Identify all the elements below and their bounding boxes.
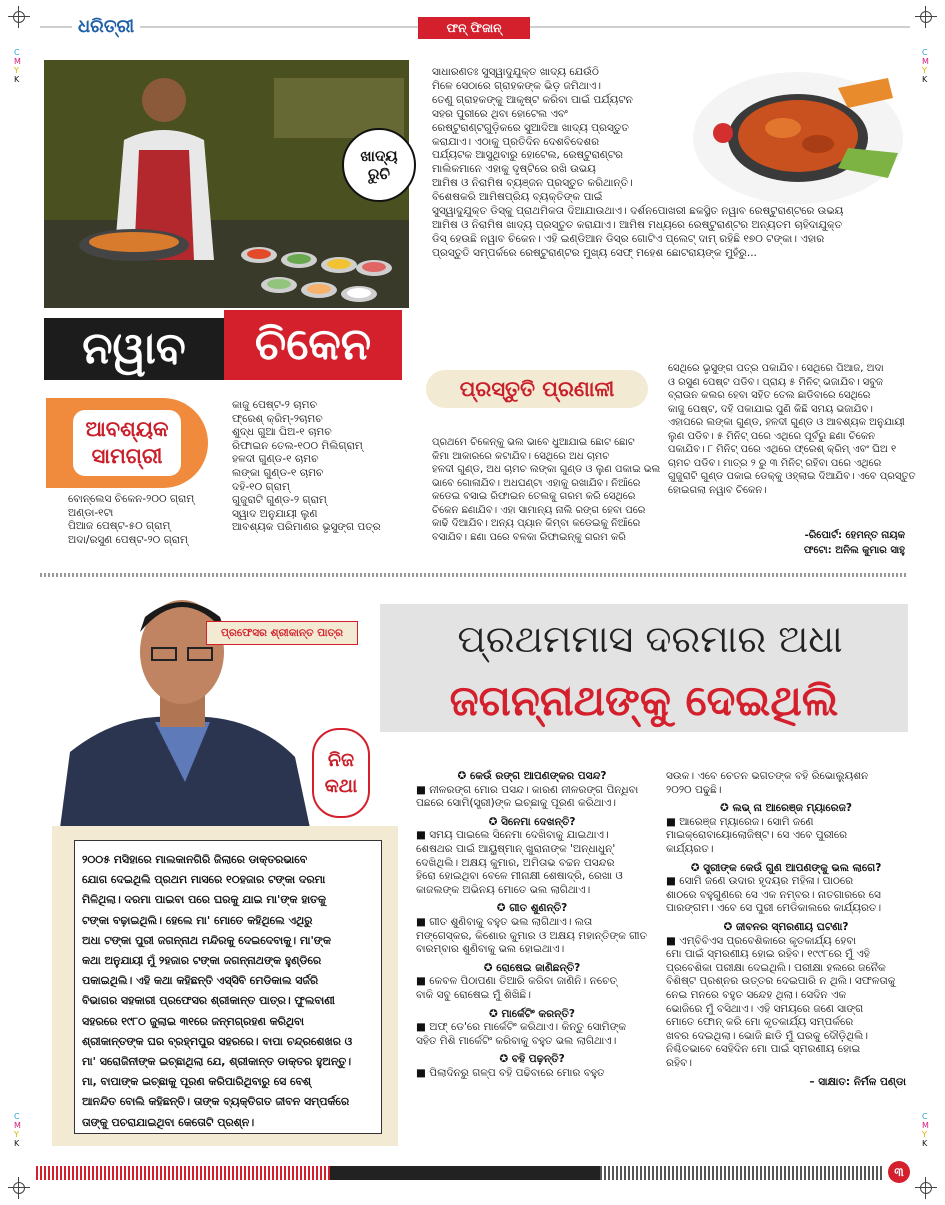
answer: ■ କେବଳ ପିଠାପଣା ତିଆରି କରିବା ଜାଣିନି। ନଚେତ୍ ବାକି ସବୁ ରୋଷେଇ ମୁଁ ଶିଖିଛି। <box>416 975 618 1001</box>
footer-black-band <box>330 1166 600 1180</box>
interviewer-credit: – ସାକ୍ଷାତ: ନିର୍ମଳ ପଣ୍ଡା <box>809 1076 906 1089</box>
answer: ■ ଆରେଞ୍ଜ ମ୍ୟାରେଜ। ସୋମି ଜଣେ ମାଇକ୍ରୋବାୟୋଲୋଜିଷ୍ଟ। ସେ ଏବେ ପୁରୀରେ କାର୍ଯ୍ୟରତ। <box>666 815 848 855</box>
method-text-col1: ପ୍ରଥମେ ଚିକେନ୍‌କୁ ଭଲ ଭାବେ ଧୁଆଯାଇ ଛୋଟ ଛୋଟ କିମା ଆକାରରେ କଟାଯିବ। ସେଥିରେ ଅଧ ଚାମଚ ହଳଦୀ ଗୁଣ୍ଡ, ଅଧ ଚାମଚ ଲଙ୍କା ଗୁଣ୍ଡ ଓ ଲୁଣ ପକାଇ ଭଲ ଭାବେ ଗୋଳାଯିବ। ଅଧଘଣ୍ଟା ଏହାକୁ ରଖାଯିବ। ନିଆଁରେ କଡେଇ ବସାଇ ରିଫାଇନ ତେଲକୁ ଗରମ କରି ସେଥିରେ ଚିକେନ ଛଣାଯିବ। ଏହା ସାମାନ୍ୟ ନାଲି ରଙ୍ଗ ହେବା ପରେ କାଢି ଦିଆଯିବ। ଅନ୍ୟ ପ୍ୟାନ କିମ୍ବା କଡେଇକୁ ନିଆଁରେ ବସାଯିବ। ଛଣା ପରେ ବଳକା ରିଫାଇନ୍‌କୁ ଗରମ କରି <box>432 437 661 543</box>
page-header <box>40 16 910 40</box>
qa-column-left <box>416 770 648 1080</box>
reporter-credit: -ରିପୋର୍ଟ: ହେମନ୍ତ ନାୟକ <box>804 530 905 541</box>
registration-mark <box>8 1177 30 1199</box>
ingredients-list-left: ବୋନ୍‌ଲେସ ଚିକେନ-୨୦୦ ଗ୍ରାମ୍ ଅଣ୍ଡା-୧ଟା ପିଆଜ ପେଷ୍ଟ-୫୦ ଗ୍ରାମ୍ ଅଦା/ରସୁଣ ପେଷ୍ଟ-୨୦ ଗ୍ରାମ୍ <box>68 493 195 546</box>
newspaper-logo: ଧରିତ୍ରୀ <box>72 16 140 38</box>
question: ✪ ମାର୍କେଟିଂ କରନ୍ତି? <box>489 1007 575 1020</box>
intro-box <box>52 826 398 1146</box>
method-title-shape <box>426 370 648 408</box>
footer-grey-stripe <box>600 1166 882 1180</box>
cmyk-marks: C M Y K <box>922 1112 929 1148</box>
section-tag: ଫନ୍ ଫିଜାନ୍ <box>418 17 530 39</box>
food-badge: ଖାଦ୍ୟ ରୁଚି <box>342 128 416 202</box>
food-intro: ସାଧାରଣତଃ ସୁସ୍ୱାଦୁଯୁକ୍ତ ଖାଦ୍ୟ ଯେଉଁଠି ମିଳେ ସେଠାରେ ଗ୍ରାହକଙ୍କ ଭିଡ଼ ଜମିଥାଏ। ତେଣୁ ଗ୍ରାହକଙ୍କୁ ଆକୃଷ୍ଟ କରିବା ପାଇଁ ପର୍ଯ୍ୟଟନ ସହର ପୁରୀରେ ଥିବା ହୋଟେଲ ଏବଂ ରେଷ୍ଟୁରାଣ୍ଟଗୁଡ଼ିକରେ ସୁଆଦିଆ ଖାଦ୍ୟ ପ୍ରସ୍ତୁତ କରାଯାଏ। ଏଠାକୁ ପ୍ରତିଦିନ ଦେଶବିଦେଶର ପର୍ଯ୍ୟଟକ ଆସୁଥିବାରୁ ହୋଟେଲ, ରେଷ୍ଟୁରାଣ୍ଟର ମାଲିକମାନେ ଏହାକୁ ଦୃଷ୍ଟିରେ ରଖି ଉଭୟ ଆମିଷ ଓ ନିରାମିଷ ବ୍ୟଞ୍ଜନ ପ୍ରସ୍ତୁତ କରିଥାନ୍ତି। ବିଶେଷକରି ଆମିଷପ୍ରିୟ ବ୍ୟକ୍ତିଙ୍କ ପାଇଁ ସୁସ୍ୱାଦୁଯୁକ୍ତ ଡିସ୍‌କୁ ପ୍ରାଥମିକତା ଦିଆଯାଉଥାଏ। ଦର୍ଶନପୋଖରୀ ଛକସ୍ଥିତ ନୱାବ ରେଷ୍ଟୁରାଣ୍ଟରେ ଉଭୟ ଆମିଷ ଓ ନିରାମିଷ ଖାଦ୍ୟ ପ୍ରସ୍ତୁତ କରାଯାଏ। ଆମିଷ ମଧ୍ୟରେ ରେଷ୍ଟୁରାଣ୍ଟର ଅନ୍ୟତମ ଚାହିଦାଯୁକ୍ତ ଡିସ୍ ହେଉଛି ନୱାବ ଚିକେନ। ଏହି ଇଣ୍ଡିଆନ ଡିସ୍‌ର ଗୋଟିଏ ପ୍ଲେଟ୍ ଦାମ୍ ରହିଛି ୧୭୦ ଟଙ୍କା। ଏହାର ପ୍ରସ୍ତୁତି ସମ୍ପର୍କରେ ରେଷ୍ଟୁରାଣ୍ଟର ମୁଖ୍ୟ ସେଫ୍ ମହେଶ ଛୋଟରାୟଙ୍କ ମୁହଁରୁ... <box>432 66 844 259</box>
answer: ■ ନୀଳରଙ୍ଗ ମୋର ପସନ୍ଦ। କାରଣ ନୀଳରଙ୍ଗ ପିନ୍ଧିବା ପଛରେ ସୋମି(ସ୍ତ୍ରୀ)ଙ୍କ ଇଚ୍ଛାକୁ ପୂରଣ କରିଥାଏ। <box>416 783 639 810</box>
answer: ■ ପିଲାଦିନରୁ ଗଳ୍ପ ବହି ପଢିବାରେ ମୋର ବହୁତ <box>416 1066 605 1079</box>
question: ✪ ରୋଷେଇ ଜାଣିଛନ୍ତି? <box>483 961 581 974</box>
dish-title-part2: ଚିକେନ <box>224 310 402 380</box>
registration-mark <box>915 1177 937 1199</box>
method-text-col2: ସେଥିରେ ଭୃସୁଙ୍ଗ ପତ୍ର ପକାଯିବ। ସେଥିରେ ପିଆଜ, ଅଦା ଓ ରସୁଣ ପେଷ୍ଟ ପଡିବ। ପ୍ରାୟ ୫ ମିନିଟ୍ ଭଜାଯିବ। ସବୁଜ ବ୍ରାଉନ କଲର ହେବା ସହିତ ତେଲ ଛାଡିବାରେ ସେଥିରେ କାଜୁ ପେଷ୍ଟ, ଦହି ପକାଯାଇ ପୁଣି କିଛି ସମୟ ଭଜାଯିବ। ଏହାପରେ ଲଙ୍କା ଗୁଣ୍ଡ, ହଳଦୀ ଗୁଣ୍ଡ ଓ ଆବଶ୍ୟକ ଅନୁଯାୟୀ ଲୁଣ ପଡିବ। ୫ ମିନିଟ୍ ପରେ ଏଥିରେ ପୂର୍ବରୁ ଛଣା ଚିକେନ ପକାଯିବ। ୮ ମିନିଟ୍ ପରେ ଏଥିରେ ଫ୍ରେଶ୍ କ୍ରିମ୍ ଏବଂ ଘିଅ ୧ ଚାମଚ ପଡିବ। ମାତ୍ର ୨ ରୁ ୩ ମିନିଟ୍ ରହିବା ପରେ ଏଥିରେ ଗୁଜୁରାଟି ଗୁଣ୍ଡ ପକାଇ ଡେକ୍‌କୁ ଓହ୍ଲାଇ ଦିଆଯିବ। ଏବେ ପ୍ରସ୍ତୁତ ହୋଇଗଲା ନୱାବ ଚିକେନ। <box>668 363 916 496</box>
question: ✪ ଜୀବନର ସ୍ମରଣୀୟ ଘଟଣା? <box>723 920 849 933</box>
ingredients-list-right: କାଜୁ ପେଷ୍ଟ-୨ ଚାମଚ ଫ୍ରେଶ୍ କ୍ରିମ୍-୨ଚାମଚ ଶୁଦ୍ଧ ଗୁଆ ଘିଅ-୧ ଚାମଚ ରିଫାଇନ ତେଲ-୧୦୦ ମିଲିଗ୍ରାମ୍ ହଳଦୀ ଗୁଣ୍ଡ-୧ ଚାମଚ ଲଙ୍କା ଗୁଣ୍ଡ-୧ ଚାମଚ ଦହି-୧୦ ଗ୍ରାମ୍ ଗୁଜୁରାଟି ଗୁଣ୍ଡ-୨ ଗ୍ରାମ୍ ସ୍ୱାଦ ଅନୁଯାୟୀ ଲୁଣ ଆବଶ୍ୟକ ପରିମାଣର ଭୃସୁଙ୍ଗ ପତ୍ର <box>232 399 381 534</box>
question: ✪ ଗୀତ ଶୁଣନ୍ତି? <box>496 902 568 915</box>
own-story-badge: ନିଜ କଥା <box>312 728 370 818</box>
page-number: ୩ <box>888 1161 910 1183</box>
answer: ■ ସମୟ ପାଇଲେ ସିନେମା ଦେଖିବାକୁ ଯାଇଥାଏ। ଶେଷଥର ପାଇଁ ଆୟୁଷ୍ମାନ୍ ଖୁରାନାଙ୍କ 'ଅନ୍ଧାଧୁନ୍' ଦେଖିଥିଲି। ଅକ୍ଷୟ କୁମାର, ଅମିତାଭ ବଚ୍ଚନ ପସନ୍ଦର ହିରୋ ହୋଇଥିବା ବେଳେ ମୀନାକ୍ଷୀ ଶେଷାଦ୍ରି, ରେଖା ଓ କାଜଲଙ୍କ ଅଭିନୟ ମୋତେ ଭଲ ଲାଗିଥାଏ। <box>416 829 623 896</box>
answer: ■ ଏମ୍‌ବିବିଏସ ପ୍ରବେଶିକାରେ କୃତକାର୍ଯ୍ୟ ହେବା ମୋ ପାଇଁ ସ୍ମରଣୀୟ ହୋଇ ରହିବ। ୧୯୯୮ରେ ମୁଁ ଏହି ପ୍ରବେଶିକା ପରୀକ୍ଷା ଦେଇଥିଲି। ପରୀକ୍ଷା ହଲରେ ଜନୈକ ବିଶିଷ୍ଟ ପ୍ରଶ୍ନର ଉତ୍ତର ଦେଇପାରି ନ ଥିଲି। ସଫଳତାକୁ ନେଇ ମନରେ ବହୁତ ସନ୍ଦେହ ଥିଲା। ସେଦିନ ଏକ ଭୋଜିରେ ମୁଁ ବସିଥାଏ। ଏହି ସମୟରେ ଜଣେ ସାଙ୍ଗ ମୋତେ ଫୋନ୍ କରି ମୋ କୃତକାର୍ଯ୍ୟ ସମ୍ପର୍କରେ ଖବର ଦେଇଥିଲା। ଭୋଜି ଛାଡି ମୁଁ ଘରକୁ ଦୌଡ଼ିଥିଲି। ନିଶ୍ଚିତଭାବେ ସେହିଦିନ ମୋ ପାଇଁ ସ୍ମରଣୀୟ ହୋଇ ରହିବ। <box>666 934 896 1069</box>
professor-illustration <box>60 582 310 828</box>
intro-text: ୨୦୦୫ ମସିହାରେ ମାଲକାନଗିରି ଜିଲାରେ ଡାକ୍ତରଭାବେ ଯୋଗ ଦେଇଥିଲି ପ୍ରଥମ ମାସରେ ୧୦ହଜାର ଟଙ୍କା ଦରମା ମିଳିଥିଲା। ଦରମା ପାଇବା ପରେ ଘରକୁ ଯାଇ ମା'ଙ୍କ ହାତକୁ ଟଙ୍କା ବଢ଼ାଇଥିଲି। ହେଲେ ମା' ମୋତେ କହିଥିଲେ ଏଥିରୁ ଅଧା ଟଙ୍କା ପୁରୀ ଜଗନ୍ନାଥ ମନ୍ଦିରକୁ ଦେଇଦେବାକୁ। ମା'ଙ୍କ କଥା ଅନୁଯାୟୀ ମୁଁ ୨ହଜାର ଟଙ୍କା ଜଗନ୍ନାଥଙ୍କ ହୁଣ୍ଡିରେ ପକାଇଥିଲି। ଏହି କଥା କହିଛନ୍ତି ଏସ୍‌ସିବି ମେଡିକାଲ ସର୍ଜରି ବିଭାଗର ସହକାରୀ ପ୍ରଫେସର ଶ୍ରୀକାନ୍ତ ପାତ୍ର। ଫୁଲବାଣୀ ସହରରେ ୧୯୮୦ ଜୁଲାଇ ୩୧ରେ ଜନ୍ମଗ୍ରହଣ କରିଥିବା ଶ୍ରୀକାନ୍ତଙ୍କ ଘର ବ୍ରହ୍ମପୁର ସହରରେ। ବାପା ଚନ୍ଦ୍ରଶେଖର ଓ ମା' ସରୋଜିନୀଙ୍କ ଇଚ୍ଛାଥିଲା ଯେ, ଶ୍ରୀକାନ୍ତ ଡାକ୍ତର ହୁଅନ୍ତୁ। ମା, ବାପାଙ୍କ ଇଚ୍ଛାକୁ ପୂରଣ କରିପାରିଥିବାରୁ ସେ ବେଶ୍ ଆନନ୍ଦିତ ବୋଲି କହିଛନ୍ତି। ତାଙ୍କ ବ୍ୟକ୍ତିଗତ ଜୀବନ ସମ୍ପର୍କରେ ତାଙ୍କୁ ପଚରାଯାଇଥିବା କେତୋଟି ପ୍ରଶ୍ନ। <box>82 853 353 1129</box>
answer: ■ ଅଫ୍ ଡେ'ରେ ମାର୍କେଟିଂ କରିଥାଏ। କିନ୍ତୁ ସୋମିଙ୍କ ସହିତ ମିଶି ମାର୍କେଟିଂ କରିବାକୁ ବହୁତ ଭଲ ଲାଗିଥାଏ। <box>416 1021 627 1047</box>
cmyk-marks: C M Y K <box>14 48 21 84</box>
answer: ■ ସୋମି ଜଣେ ଉଦାର ହୃଦୟର ମହିଳା। ପାଠରେ ଶାଠରେ ବହୁଗୁଣରେ ସେ ଏକ ନମ୍ବର। ନାତଗାରରେ ସେ ପାରଙ୍ଗମ। ଏବେ ସେ ପୁରୀ ମେଡିକାଲରେ କାର୍ଯ୍ୟରତ। <box>666 875 882 915</box>
question: ✪ ଲଭ୍ ନା ଆରେଞ୍ଜ ମ୍ୟାରେଜ? <box>720 802 852 815</box>
method-title: ପ୍ରସ୍ତୁତି ପ୍ରଣାଳୀ <box>459 376 615 401</box>
section-divider <box>40 573 908 577</box>
registration-mark <box>8 6 30 28</box>
headline-line1: ପ୍ରଥମମାସ ଦରମାର ଅଧା <box>457 617 843 661</box>
photo-credit: ଫଟୋ: ଅନିଲ କୁମାର ସାହୁ <box>803 545 905 556</box>
professor-photo <box>60 582 310 828</box>
ingredients-title: ଆବଶ୍ୟକ ସାମଗ୍ରୀ <box>73 410 180 476</box>
qa-column-right <box>666 770 906 1089</box>
cmyk-marks: C M Y K <box>922 48 929 84</box>
dish-photo <box>688 58 908 208</box>
question: ✪ କେଉଁ ରଙ୍ଗ ଆପଣଙ୍କର ପସନ୍ଦ? <box>457 770 607 782</box>
ingredients-title-shape <box>46 398 208 488</box>
dish-title-part1: ନୱାବ <box>44 318 224 380</box>
question: ✪ ସିନେମା ଦେଖନ୍ତି? <box>488 815 576 828</box>
name-tag: ପ୍ରଫେସର ଶ୍ରୀକାନ୍ତ ପାତ୍ର <box>206 621 358 645</box>
headline-line2: ଜଗନ୍ନାଥଙ୍କୁ ଦେଇଥିଲି <box>449 676 839 725</box>
dish-illustration <box>688 58 908 208</box>
answer: ସଉକ। ଏବେ ଚେତନ ଭଗତଙ୍କ ବହି ରିଭୋଲ୍ୟୁଶନ ୨୦୨୦ ପଢୁଛି। <box>666 770 869 796</box>
registration-mark <box>915 6 937 28</box>
question: ✪ ବହି ପଢ଼ନ୍ତି? <box>499 1053 565 1066</box>
answer: ■ ଗୀତ ଶୁଣିବାକୁ ବହୁତ ଭଲ ଲାଗିଥାଏ। ଲତା ମଙ୍ଗେସ୍କର, କିଶୋର କୁମାର ଓ ଅକ୍ଷୟ ମହାନ୍ତିଙ୍କ ଗୀତ ବାରମ୍ବାର ଶୁଣିବାକୁ ଭଲ ହୋଇଥାଏ। <box>416 915 648 956</box>
question: ✪ ସ୍ତ୍ରୀଙ୍କ କେଉଁ ଗୁଣ ଆପଣଙ୍କୁ ଭଲ ଲାଗେ? <box>690 861 882 874</box>
cmyk-marks: C M Y K <box>14 1112 21 1148</box>
